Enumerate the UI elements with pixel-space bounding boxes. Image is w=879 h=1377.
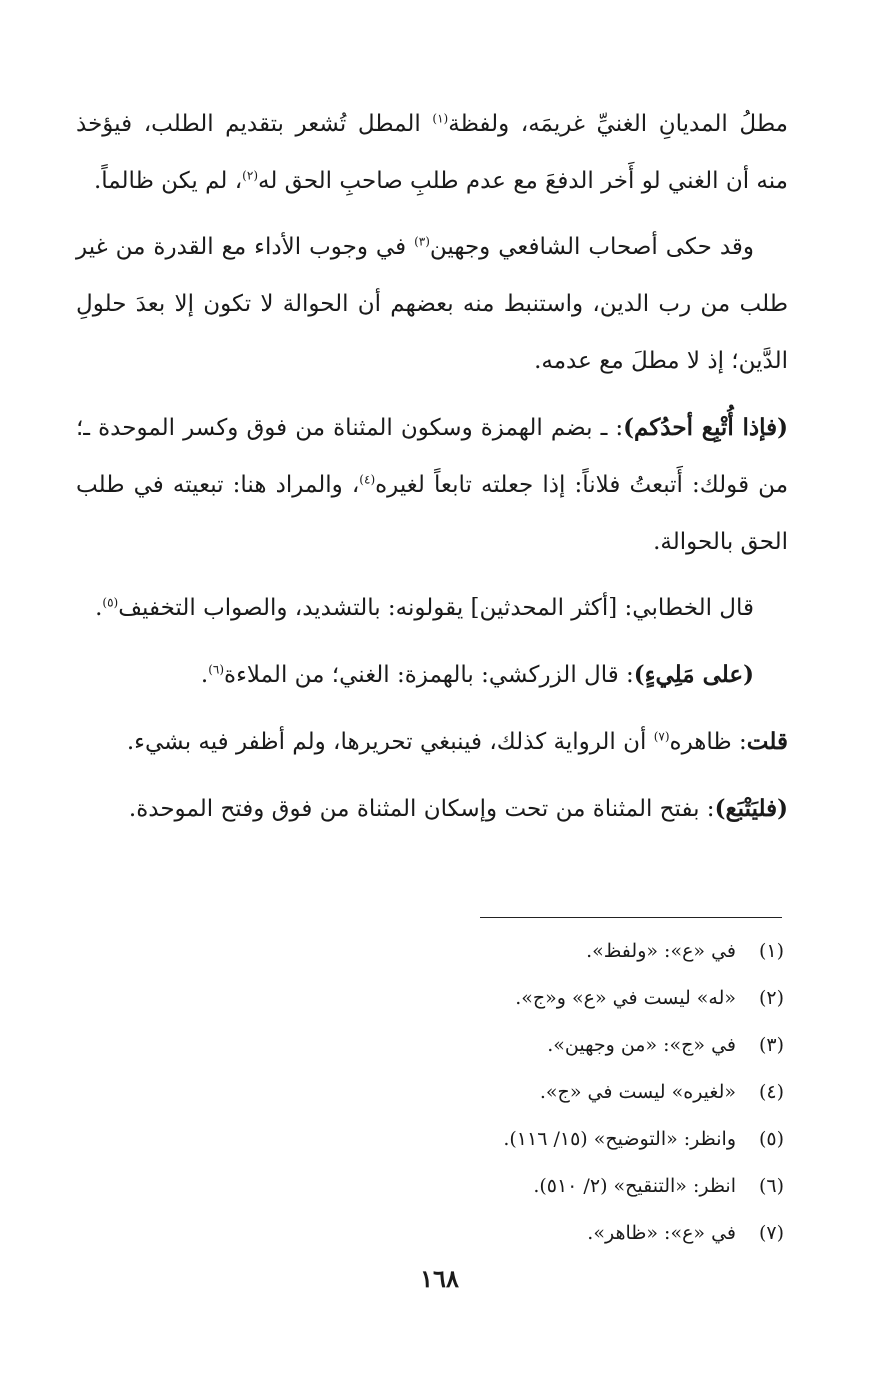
footnote-ref-2[interactable]: (٢) — [242, 168, 258, 183]
footnote-text: في «ج»: «من وجهين». — [547, 1034, 736, 1056]
text-run: ، لم يكن ظالماً. — [93, 168, 243, 194]
text-run: : بفتح المثناة من تحت وإسكان المثناة من فوق وفتح الموحدة. — [128, 796, 715, 822]
footnote-5 — [300, 1116, 784, 1163]
text-run: . — [95, 595, 103, 621]
footnote-3 — [300, 1022, 784, 1069]
footnote-text: «له» ليست في «ع» و«ج». — [515, 987, 736, 1009]
footnote-text: «لغيره» ليست في «ج». — [539, 1081, 736, 1103]
footnote-text: انظر: «التنقيح» (٢/ ٥١٠). — [533, 1175, 736, 1197]
text-run: المطل تُشعر بتقديم الطلب، فيؤخذ منه أن الغني لو أَخر الدفعَ مع عدم طلبِ صاحبِ الحق له — [76, 111, 788, 194]
footnotes — [300, 928, 784, 1257]
footnote-ref-7[interactable]: (٧) — [653, 729, 670, 744]
text-run: : قال الزركشي: بالهمزة: الغني؛ من الملاءة — [224, 662, 634, 688]
paragraph-1 — [76, 96, 788, 210]
lemma-term: (فليَتْبَع) — [714, 795, 788, 822]
footnote-text: في «ع»: «ولفظ». — [586, 940, 736, 962]
paragraph-2 — [76, 219, 788, 390]
lemma-term: (فإذا أُتْبِع أحدُكم) — [623, 414, 788, 441]
lemma-term: (على مَلِيءٍ) — [633, 661, 754, 688]
footnote-6 — [300, 1163, 784, 1210]
footnote-divider — [480, 917, 782, 918]
lemma-term: قلت — [746, 728, 788, 755]
footnote-number: (٧) — [758, 1222, 784, 1244]
footnote-number: (٥) — [758, 1128, 784, 1150]
main-text — [76, 96, 788, 847]
text-run: في وجوب الأداء مع القدرة من غير طلب من رب الدين، واستنبط منه بعضهم أن الحوالة لا تكون إلا بعدَ حلولِ الدَّين؛ إذ لا مطلَ مع عدمه. — [76, 234, 788, 374]
page-number: ١٦٨ — [420, 1264, 459, 1293]
footnote-2 — [300, 975, 784, 1022]
text-run: أن الرواية كذلك، فينبغي تحريرها، ولم أظفر فيه بشيء. — [126, 729, 654, 755]
paragraph-5 — [76, 646, 788, 704]
footnote-ref-6[interactable]: (٦) — [208, 662, 225, 677]
text-run: وقد حكى أصحاب الشافعي وجهين — [429, 234, 755, 260]
footnote-number: (٣) — [758, 1034, 784, 1056]
text-run: . — [200, 662, 209, 688]
footnote-number: (١) — [758, 940, 784, 962]
footnote-1 — [300, 928, 784, 975]
footnote-ref-3[interactable]: (٣) — [414, 234, 430, 249]
paragraph-7 — [76, 780, 788, 838]
footnote-number: (٢) — [758, 987, 784, 1009]
footnote-ref-1[interactable]: (١) — [432, 111, 449, 126]
paragraph-6 — [76, 713, 788, 771]
footnote-ref-4[interactable]: (٤) — [359, 472, 376, 487]
text-run: مطلُ المديانِ الغنيِّ غريمَه، ولفظة — [448, 111, 788, 137]
footnote-number: (٤) — [758, 1081, 784, 1103]
text-run: : ـ بضم الهمزة وسكون المثناة من فوق وكسر الموحدة ـ؛ من قولك: أَتبعتُ فلاناً: إذا جعلته تابعاً لغيره — [76, 415, 789, 498]
text-run: ، والمراد هنا: تبعيته في طلب الحق بالحوالة. — [76, 472, 788, 555]
paragraph-4 — [76, 580, 788, 637]
text-run: قال الخطابي: [أكثر المحدثين] يقولونه: بالتشديد، والصواب التخفيف — [118, 595, 754, 621]
footnote-ref-5[interactable]: (٥) — [102, 595, 119, 610]
text-run: : ظاهره — [669, 729, 747, 755]
footnote-number: (٦) — [758, 1175, 784, 1197]
paragraph-3 — [76, 399, 788, 571]
footnote-text: وانظر: «التوضيح» (١٥/ ١١٦). — [503, 1128, 736, 1150]
footnote-7 — [300, 1210, 784, 1257]
footnote-4 — [300, 1069, 784, 1116]
footnote-text: في «ع»: «ظاهر». — [587, 1222, 736, 1244]
